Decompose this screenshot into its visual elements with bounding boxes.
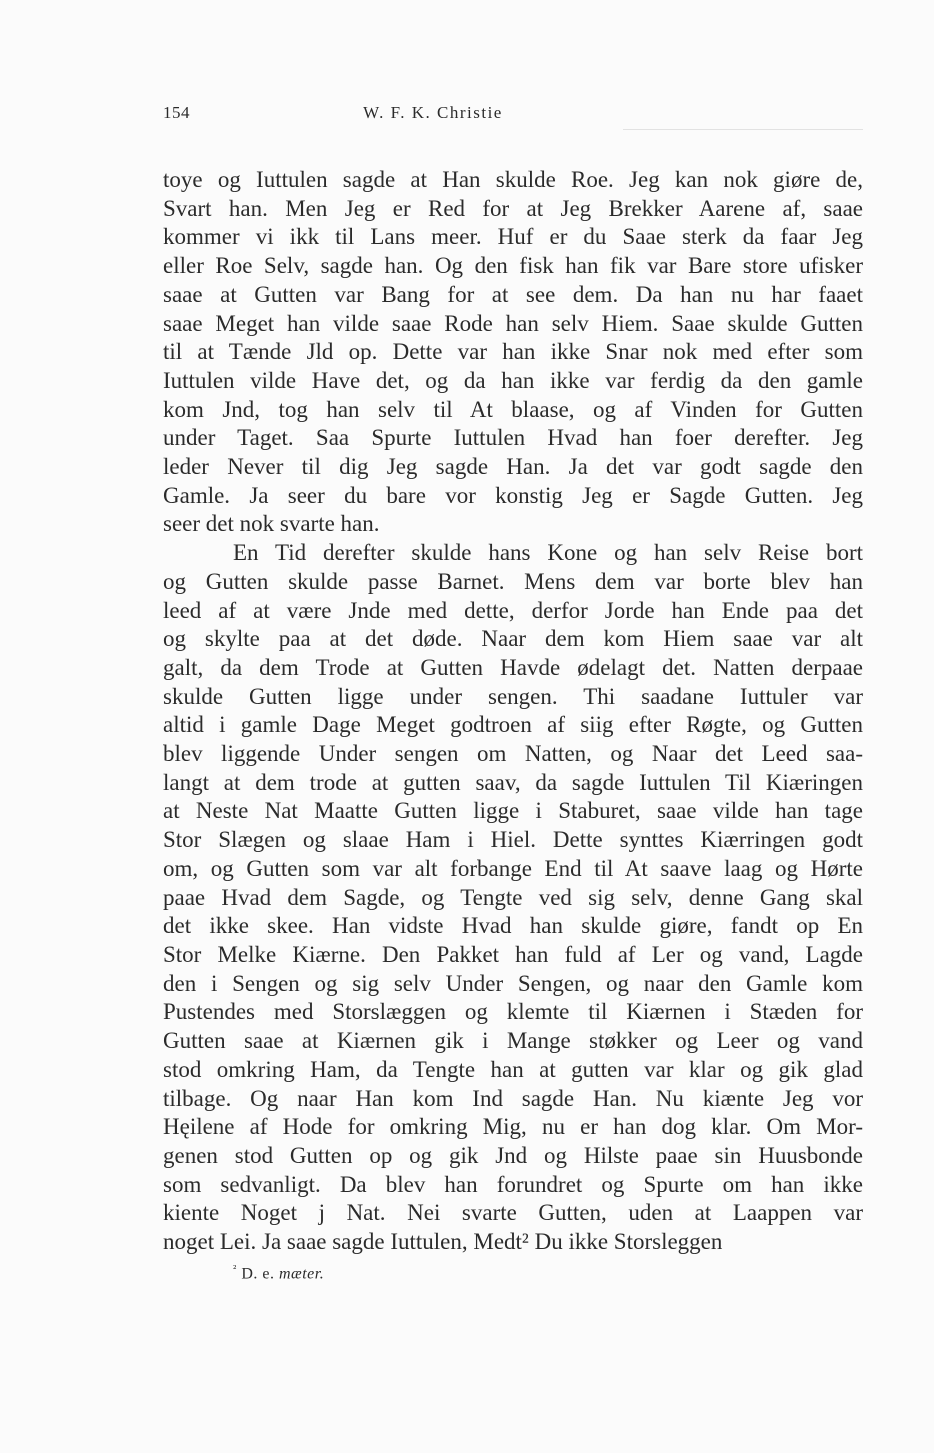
text-line: leder Never til dig Jeg sagde Han. Ja det var godt sagde den — [163, 454, 863, 480]
text-line: Svart han. Men Jeg er Red for at Jeg Brekker Aarene af, saae — [163, 195, 863, 221]
text-line: den i Sengen og sig selv Under Sengen, og naar den Gamle kom — [163, 970, 863, 996]
text-line: Gamle. Ja seer du bare vor konstig Jeg er Sagde Gutten. Jeg — [163, 482, 863, 508]
text-line: genen stod Gutten op og gik Jnd og Hilste paae sin Huusbonde — [163, 1142, 863, 1168]
text-line: Pustendes med Storslæggen og klemte til Kiærnen i Stæden for — [163, 999, 863, 1025]
text-line: toye og Iuttulen sagde at Han skulde Roe. Jeg kan nok giøre de, — [163, 167, 863, 192]
text-line: Iuttulen vilde Have det, og da han ikke var ferdig da den gamle — [163, 367, 863, 393]
page-header — [163, 103, 863, 133]
text-line: altid i gamle Dage Meget godtroen af siig efter Røgte, og Gutten — [163, 712, 863, 738]
text-line: blev liggende Under sengen om Natten, og Naar det Leed saa- — [163, 741, 863, 767]
paragraph — [163, 539, 863, 1257]
text-line: seer det nok svarte han. — [163, 511, 380, 537]
text-line: at Neste Nat Maatte Gutten ligge i Staburet, saae vilde han tage — [163, 798, 863, 824]
text-line: stod omkring Ham, da Tengte han at gutten var klar og gik glad — [163, 1056, 863, 1082]
text-line: kommer vi ikk til Lans meer. Huf er du Saae sterk da faar Jeg — [163, 224, 863, 250]
running-head: W. F. K. Christie — [363, 103, 503, 122]
text-line: og skylte paa at det døde. Naar dem kom Hiem saae var alt — [163, 626, 863, 652]
text-line: det ikke skee. Han vidste Hvad han skulde giøre, fandt op En — [163, 913, 863, 939]
paragraph — [163, 166, 863, 539]
text-line: skulde Gutten ligge under sengen. Thi saadane Iuttuler var — [163, 683, 863, 709]
footnote-marker: ² — [233, 1263, 237, 1275]
text-line: saae at Gutten var Bang for at see dem. Da han nu har faaet — [163, 281, 863, 307]
text-line: om, og Gutten som var alt forbange End til At saave laag og Hørte — [163, 855, 863, 881]
header-rule — [623, 129, 863, 130]
text-line: Gutten saae at Kiærnen gik i Mange støkker og Leer og vand — [163, 1028, 863, 1054]
text-line: tilbage. Og naar Han kom Ind sagde Han. Nu kiænte Jeg vor — [163, 1085, 863, 1111]
text-line: paae Hvad dem Sagde, og Tengte ved sig selv, denne Gang skal — [163, 884, 863, 910]
page-number: 154 — [163, 103, 190, 122]
text-line: som sedvanligt. Da blev han forundret og Spurte om han ikke — [163, 1171, 863, 1197]
text-line: kiente Noget j Nat. Nei svarte Gutten, uden at Laappen var — [163, 1200, 863, 1226]
text-line: til at Tænde Jld op. Dette var han ikke Snar nok med efter som — [163, 339, 863, 365]
text-line: og Gutten skulde passe Barnet. Mens dem var borte blev han — [163, 568, 863, 594]
text-line: galt, da dem Trode at Gutten Havde ødelagt det. Natten derpaae — [163, 654, 863, 680]
text-line: noget Lei. Ja saae sagde Iuttulen, Medt² Du ikke Storsleggen — [163, 1229, 723, 1255]
text-line: saae Meget han vilde saae Rode han selv Hiem. Saae skulde Gutten — [163, 310, 863, 336]
footnote — [233, 1263, 324, 1283]
footnote-text: D. e. — [241, 1265, 275, 1283]
text-line: En Tid derefter skulde hans Kone og han selv Reise bort — [233, 540, 863, 566]
text-line: Stor Melke Kiærne. Den Pakket han fuld af Ler og vand, Lagde — [163, 941, 863, 967]
text-line: langt at dem trode at gutten saav, da sagde Iuttulen Til Kiæringen — [163, 769, 863, 795]
footnote-emphasis: mæter. — [278, 1265, 325, 1283]
text-line: under Taget. Saa Spurte Iuttulen Hvad han foer derefter. Jeg — [163, 425, 863, 451]
body-text — [163, 166, 863, 1257]
text-line: Stor Slægen og slaae Ham i Hiel. Dette synttes Kiærringen godt — [163, 827, 863, 853]
text-line: leed af at være Jnde med dette, derfor Jorde han Ende paa det — [163, 597, 863, 623]
text-line: kom Jnd, tog han selv til At blaase, og af Vinden for Gutten — [163, 396, 863, 422]
text-line: eller Roe Selv, sagde han. Og den fisk han fik var Bare store ufisker — [163, 253, 863, 279]
text-line: Hęilene af Hode for omkring Mig, nu er han dog klar. Om Mor- — [163, 1114, 863, 1140]
